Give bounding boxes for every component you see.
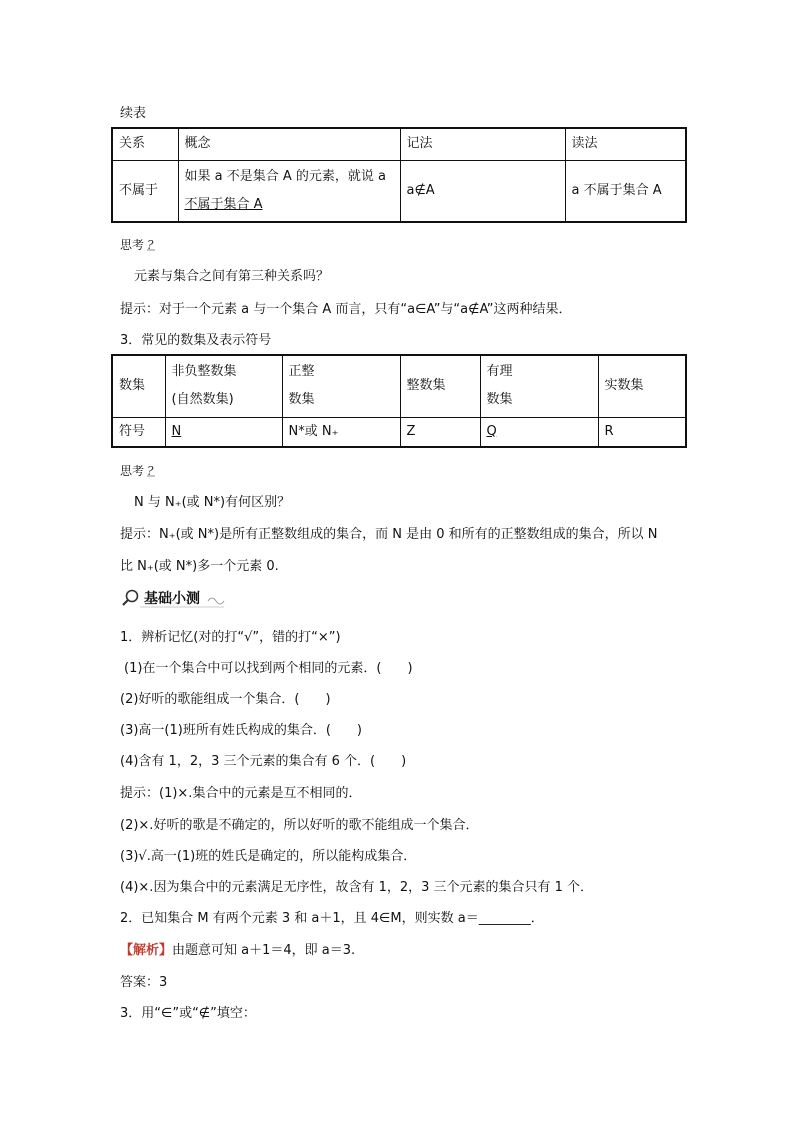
analysis-text: 由题意可知 a＋1＝4，即 a＝3.	[172, 943, 356, 958]
set-col-2: 正整 数集	[282, 355, 400, 417]
concept-line2: 不属于集合 A	[184, 196, 263, 212]
think-question-2: N 与 N₊(或 N*)有何区别？	[134, 495, 291, 510]
q1-item-2: (2)好听的歌能组成一个集合．( )	[120, 692, 331, 707]
think-hint-2-line1: 提示：N₊(或 N*)是所有正整数组成的集合，而 N 是由 0 和所有的正整数组成的集合，所以 N	[120, 527, 658, 542]
think-question-1: 元素与集合之间有第三种关系吗？	[134, 269, 330, 284]
cell-relation: 不属于	[112, 160, 178, 222]
think-label-1: 思考 ?	[120, 236, 158, 253]
symbol-3: Z	[400, 417, 480, 447]
continuation-label: 续表	[120, 106, 147, 121]
think-label-2: 思考 ?	[120, 462, 158, 479]
symbol-1: N	[165, 417, 282, 447]
cell-reading: a 不属于集合 A	[565, 160, 686, 222]
row-label-symbols: 符号	[112, 417, 165, 447]
basic-quiz-banner	[120, 587, 230, 609]
cell-notation: a∉A	[400, 160, 565, 222]
q1-title: 1．辨析记忆(对的打“√”，错的打“×”)	[120, 630, 341, 645]
q1-item-3: (3)高一(1)班所有姓氏构成的集合．( )	[120, 723, 362, 738]
svg-text:?: ?	[147, 464, 154, 477]
think-hint-1: 提示：对于一个元素 a 与一个集合 A 而言，只有“a∈A”与“a∉A”这两种结果．	[120, 302, 572, 317]
analysis-label: 【解析】	[120, 943, 173, 958]
set-col-5: 实数集	[598, 355, 686, 417]
header-relation: 关系	[112, 128, 178, 160]
q1-hint-4: (4)×.因为集合中的元素满足无序性，故含有 1，2，3 三个元素的集合只有 1 个．	[120, 880, 594, 895]
think-hint-2-line2: 比 N₊(或 N*)多一个元素 0.	[120, 559, 279, 574]
q2-answer: 答案：3	[120, 975, 168, 990]
q1-hint-2: (2)×.好听的歌是不确定的，所以好听的歌不能组成一个集合．	[120, 818, 479, 833]
symbol-2: N*或 N₊	[282, 417, 400, 447]
q1-item-1: (1)在一个集合中可以找到两个相同的元素．( )	[124, 661, 413, 676]
q2-title: 2．已知集合 M 有两个元素 3 和 a＋1，且 4∈M，则实数 a＝________．	[120, 911, 544, 926]
set-col-3: 整数集	[400, 355, 480, 417]
row-label-sets: 数集	[112, 355, 165, 417]
q2-analysis	[120, 939, 355, 958]
header-reading: 读法	[565, 128, 686, 160]
question-mark-icon	[146, 237, 158, 251]
q1-hint-3: (3)√.高一(1)班的姓氏是确定的，所以能构成集合．	[120, 849, 417, 864]
q3-title: 3．用“∈”或“∉”填空：	[120, 1006, 256, 1021]
relation-table	[111, 127, 687, 223]
number-sets-table	[111, 354, 687, 448]
q1-item-4: (4)含有 1，2，3 三个元素的集合有 6 个．( )	[120, 754, 407, 769]
header-notation: 记法	[400, 128, 565, 160]
q1-hint-1: 提示：(1)×.集合中的元素是互不相同的．	[120, 786, 362, 801]
section-3-title: 3．常见的数集及表示符号	[120, 333, 272, 348]
set-col-1: 非负整数集 (自然数集)	[165, 355, 282, 417]
symbol-5: R	[598, 417, 686, 447]
cell-concept	[178, 160, 400, 222]
banner-title: 基础小测	[144, 591, 200, 607]
header-concept: 概念	[178, 128, 400, 160]
concept-line1: 如果 a 不是集合 A 的元素，就说 a	[184, 168, 386, 184]
svg-text:?: ?	[147, 238, 154, 251]
question-mark-icon	[146, 463, 158, 477]
symbol-4: Q	[480, 417, 598, 447]
set-col-4: 有理 数集	[480, 355, 598, 417]
